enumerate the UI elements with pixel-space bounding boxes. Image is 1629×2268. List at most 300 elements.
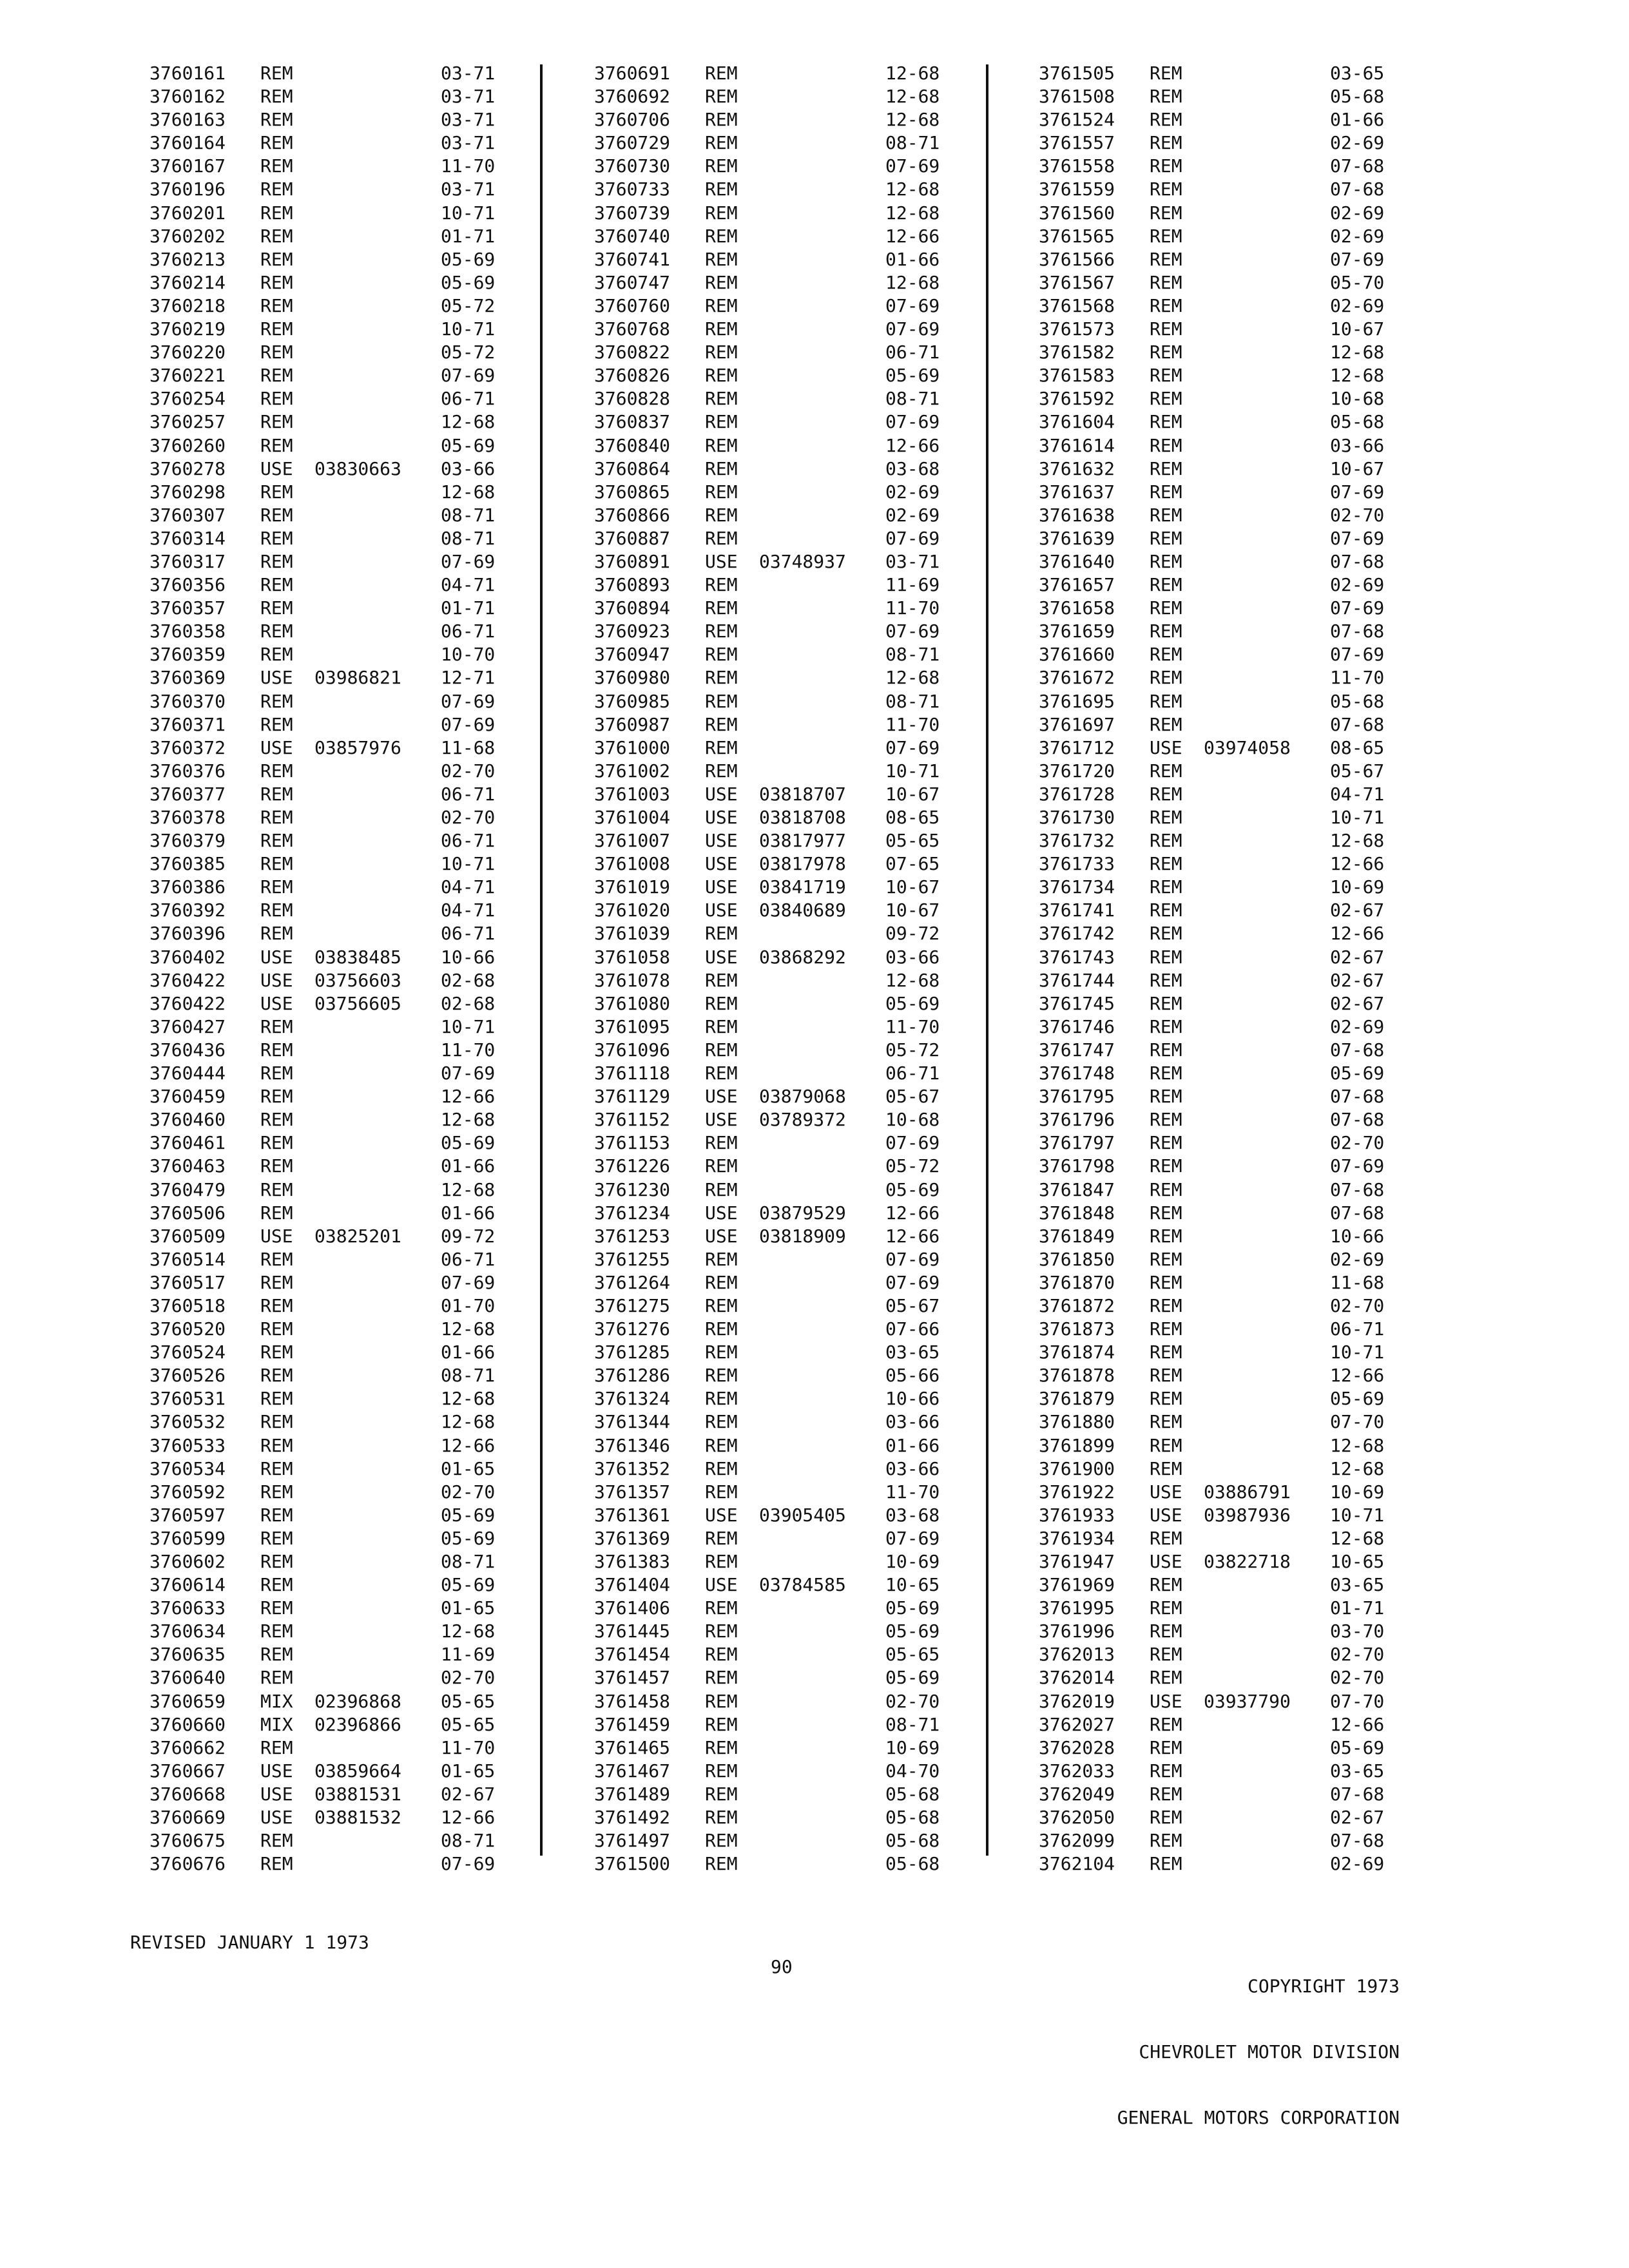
effective-date: 12-68 <box>441 1109 496 1131</box>
disposition-code: REM <box>705 620 738 642</box>
part-row <box>149 1736 510 1760</box>
effective-date: 05-65 <box>441 1690 496 1712</box>
part-number: 3761230 <box>594 1178 671 1200</box>
part-row <box>149 155 510 178</box>
disposition-code: REM <box>705 1365 738 1387</box>
effective-date: 11-70 <box>441 1736 496 1758</box>
part-row <box>1039 620 1400 643</box>
disposition-code: REM <box>1150 481 1182 503</box>
part-number: 3761746 <box>1039 1015 1115 1037</box>
effective-date: 10-70 <box>441 644 496 666</box>
part-row <box>1039 248 1400 271</box>
disposition-code: REM <box>260 248 293 270</box>
disposition-code: REM <box>1150 1341 1182 1363</box>
effective-date: 06-71 <box>885 1062 940 1084</box>
part-number: 3761567 <box>1039 271 1115 293</box>
disposition-code: REM <box>260 1086 293 1108</box>
part-row <box>1039 1690 1400 1713</box>
part-row <box>1039 1294 1400 1318</box>
part-number: 3760526 <box>149 1365 226 1387</box>
part-row <box>149 783 510 806</box>
part-row <box>149 318 510 341</box>
part-number: 3760730 <box>594 155 671 177</box>
effective-date: 02-69 <box>1330 225 1385 247</box>
disposition-code: REM <box>1150 411 1182 433</box>
part-row <box>1039 1387 1400 1410</box>
part-number: 3760257 <box>149 411 226 433</box>
part-number: 3761922 <box>1039 1481 1115 1503</box>
disposition-code: USE <box>705 807 738 828</box>
disposition-code: REM <box>1150 86 1182 108</box>
disposition-code: REM <box>1150 271 1182 293</box>
part-number: 3761657 <box>1039 574 1115 596</box>
effective-date: 12-71 <box>441 667 496 689</box>
effective-date: 02-69 <box>885 504 940 526</box>
part-number: 3761847 <box>1039 1178 1115 1200</box>
part-number: 3762050 <box>1039 1807 1115 1829</box>
part-row <box>1039 271 1400 294</box>
effective-date: 02-69 <box>1330 574 1385 596</box>
part-row <box>1039 992 1400 1015</box>
effective-date: 11-70 <box>441 155 496 177</box>
disposition-code: REM <box>260 225 293 247</box>
part-number: 3760459 <box>149 1086 226 1108</box>
effective-date: 08-71 <box>441 1365 496 1387</box>
part-number: 3760220 <box>149 341 226 363</box>
disposition-code: REM <box>260 1411 293 1433</box>
part-number: 3762099 <box>1039 1830 1115 1852</box>
disposition-code: USE <box>705 1109 738 1131</box>
effective-date: 07-69 <box>885 620 940 642</box>
effective-date: 08-71 <box>441 527 496 549</box>
part-row <box>594 457 955 481</box>
effective-date: 07-68 <box>1330 178 1385 200</box>
replacement-number: 03748937 <box>759 550 846 572</box>
effective-date: 05-65 <box>885 1644 940 1666</box>
effective-date: 02-69 <box>1330 1248 1385 1270</box>
disposition-code: REM <box>1150 1202 1182 1224</box>
replacement-number: 03881531 <box>314 1783 401 1805</box>
effective-date: 01-65 <box>441 1760 496 1782</box>
effective-date: 07-69 <box>885 1248 940 1270</box>
part-number: 3761747 <box>1039 1039 1115 1061</box>
part-number: 3760865 <box>594 481 671 503</box>
part-number: 3761383 <box>594 1551 671 1572</box>
part-row <box>1039 829 1400 852</box>
effective-date: 05-69 <box>885 1178 940 1200</box>
parts-column-3 <box>1039 62 1400 1876</box>
effective-date: 02-68 <box>441 969 496 991</box>
part-number: 3760660 <box>149 1713 226 1735</box>
effective-date: 06-71 <box>441 830 496 852</box>
part-row <box>149 1294 510 1318</box>
part-number: 3760370 <box>149 690 226 712</box>
part-number: 3761672 <box>1039 667 1115 689</box>
effective-date: 05-68 <box>1330 86 1385 108</box>
effective-date: 06-71 <box>441 1248 496 1270</box>
disposition-code: REM <box>705 923 738 945</box>
disposition-code: REM <box>705 1783 738 1805</box>
part-row <box>149 1643 510 1666</box>
disposition-code: REM <box>705 1620 738 1642</box>
disposition-code: REM <box>705 1597 738 1619</box>
effective-date: 05-66 <box>885 1365 940 1387</box>
effective-date: 05-69 <box>1330 1062 1385 1084</box>
part-number: 3761744 <box>1039 969 1115 991</box>
disposition-code: REM <box>1150 899 1182 921</box>
part-row <box>594 178 955 201</box>
disposition-code: REM <box>260 504 293 526</box>
effective-date: 10-66 <box>1330 1225 1385 1247</box>
replacement-number: 03838485 <box>314 946 401 968</box>
part-row <box>149 1806 510 1829</box>
effective-date: 07-69 <box>441 1062 496 1084</box>
disposition-code: REM <box>705 1527 738 1549</box>
replacement-number: 03784585 <box>759 1574 846 1596</box>
part-number: 3761797 <box>1039 1132 1115 1154</box>
disposition-code: REM <box>705 388 738 410</box>
disposition-code: REM <box>1150 923 1182 945</box>
disposition-code: REM <box>260 132 293 154</box>
disposition-code: REM <box>260 760 293 782</box>
part-number: 3760422 <box>149 992 226 1014</box>
part-number: 3760386 <box>149 876 226 898</box>
part-number: 3760509 <box>149 1225 226 1247</box>
disposition-code: REM <box>705 155 738 177</box>
part-row <box>594 294 955 318</box>
part-number: 3761658 <box>1039 597 1115 619</box>
part-row <box>594 1271 955 1294</box>
part-row <box>594 202 955 225</box>
effective-date: 02-67 <box>1330 899 1385 921</box>
disposition-code: USE <box>260 969 293 991</box>
disposition-code: REM <box>260 1434 293 1456</box>
part-row <box>149 108 510 131</box>
part-row <box>1039 341 1400 364</box>
part-number: 3760436 <box>149 1039 226 1061</box>
part-number: 3760635 <box>149 1644 226 1666</box>
part-number: 3760531 <box>149 1388 226 1410</box>
effective-date: 07-69 <box>885 1132 940 1154</box>
part-number: 3761870 <box>1039 1271 1115 1293</box>
part-row <box>594 1481 955 1504</box>
disposition-code: REM <box>260 620 293 642</box>
part-number: 3760377 <box>149 783 226 805</box>
part-number: 3760196 <box>149 178 226 200</box>
effective-date: 01-66 <box>441 1341 496 1363</box>
part-row <box>149 1829 510 1852</box>
part-row <box>149 434 510 457</box>
effective-date: 12-66 <box>1330 1713 1385 1735</box>
part-number: 3761573 <box>1039 318 1115 340</box>
part-number: 3760213 <box>149 248 226 270</box>
disposition-code: REM <box>705 86 738 108</box>
part-number: 3760254 <box>149 388 226 410</box>
effective-date: 07-69 <box>441 1853 496 1875</box>
part-row <box>1039 1271 1400 1294</box>
part-number: 3761003 <box>594 783 671 805</box>
effective-date: 05-72 <box>441 294 496 316</box>
part-row <box>594 806 955 829</box>
part-number: 3760278 <box>149 457 226 479</box>
disposition-code: REM <box>260 690 293 712</box>
part-row <box>594 690 955 713</box>
part-row <box>594 1131 955 1155</box>
part-row <box>149 1364 510 1387</box>
effective-date: 07-65 <box>885 853 940 875</box>
part-number: 3760379 <box>149 830 226 852</box>
disposition-code: REM <box>260 527 293 549</box>
effective-date: 07-68 <box>1330 1202 1385 1224</box>
disposition-code: REM <box>705 1388 738 1410</box>
part-row <box>594 248 955 271</box>
disposition-code: REM <box>260 1527 293 1549</box>
replacement-number: 03818707 <box>759 783 846 805</box>
effective-date: 12-66 <box>885 225 940 247</box>
effective-date: 10-71 <box>1330 1504 1385 1526</box>
part-number: 3761745 <box>1039 992 1115 1014</box>
part-row <box>1039 666 1400 689</box>
effective-date: 08-71 <box>885 690 940 712</box>
part-number: 3761730 <box>1039 807 1115 828</box>
disposition-code: REM <box>260 202 293 224</box>
part-row <box>1039 434 1400 457</box>
part-row <box>149 1039 510 1062</box>
effective-date: 02-70 <box>1330 504 1385 526</box>
replacement-number: 02396866 <box>314 1713 401 1735</box>
effective-date: 10-66 <box>441 946 496 968</box>
part-row <box>1039 1829 1400 1852</box>
disposition-code: REM <box>1150 1667 1182 1689</box>
effective-date: 07-69 <box>441 1271 496 1293</box>
part-number: 3761878 <box>1039 1365 1115 1387</box>
effective-date: 04-71 <box>441 876 496 898</box>
part-row <box>594 1225 955 1248</box>
disposition-code: REM <box>1150 1783 1182 1805</box>
effective-date: 10-71 <box>441 1015 496 1037</box>
part-number: 3760372 <box>149 736 226 758</box>
part-row <box>149 1527 510 1550</box>
effective-date: 05-69 <box>885 365 940 387</box>
part-row <box>149 550 510 573</box>
part-number: 3761712 <box>1039 736 1115 758</box>
part-row <box>149 1597 510 1620</box>
part-row <box>149 1713 510 1736</box>
disposition-code: REM <box>1150 527 1182 549</box>
effective-date: 11-70 <box>885 597 940 619</box>
effective-date: 12-68 <box>441 1318 496 1340</box>
effective-date: 07-69 <box>1330 644 1385 666</box>
effective-date: 11-70 <box>1330 667 1385 689</box>
part-number: 3761720 <box>1039 760 1115 782</box>
part-row <box>594 481 955 504</box>
effective-date: 01-65 <box>441 1457 496 1479</box>
part-row <box>149 271 510 294</box>
part-number: 3760739 <box>594 202 671 224</box>
disposition-code: REM <box>705 760 738 782</box>
replacement-number: 03822718 <box>1204 1551 1291 1572</box>
part-row <box>1039 783 1400 806</box>
effective-date: 07-68 <box>1330 1109 1385 1131</box>
part-number: 3761276 <box>594 1318 671 1340</box>
disposition-code: REM <box>260 1155 293 1177</box>
parts-column-1 <box>149 62 510 1876</box>
part-row <box>594 573 955 597</box>
disposition-code: REM <box>260 1574 293 1596</box>
part-number: 3760676 <box>149 1853 226 1875</box>
part-number: 3762104 <box>1039 1853 1115 1875</box>
effective-date: 05-69 <box>441 434 496 456</box>
disposition-code: REM <box>260 1667 293 1689</box>
effective-date: 12-68 <box>441 1411 496 1433</box>
part-number: 3760985 <box>594 690 671 712</box>
part-row <box>1039 155 1400 178</box>
part-number: 3762028 <box>1039 1736 1115 1758</box>
part-number: 3761467 <box>594 1760 671 1782</box>
disposition-code: REM <box>705 1690 738 1712</box>
effective-date: 12-68 <box>885 202 940 224</box>
part-row <box>149 946 510 969</box>
part-row <box>149 713 510 736</box>
part-number: 3761873 <box>1039 1318 1115 1340</box>
effective-date: 10-69 <box>885 1736 940 1758</box>
part-row <box>1039 202 1400 225</box>
part-number: 3760668 <box>149 1783 226 1805</box>
part-row <box>1039 969 1400 992</box>
disposition-code: REM <box>260 1271 293 1293</box>
replacement-number: 03817977 <box>759 830 846 852</box>
part-row <box>1039 1085 1400 1108</box>
part-row <box>594 829 955 852</box>
disposition-code: REM <box>705 1294 738 1316</box>
part-number: 3760479 <box>149 1178 226 1200</box>
part-number: 3761275 <box>594 1294 671 1316</box>
disposition-code: REM <box>260 1644 293 1666</box>
disposition-code: MIX <box>260 1690 293 1712</box>
effective-date: 07-69 <box>1330 527 1385 549</box>
effective-date: 10-68 <box>1330 388 1385 410</box>
effective-date: 04-70 <box>885 1760 940 1782</box>
part-number: 3760201 <box>149 202 226 224</box>
replacement-number: 03817978 <box>759 853 846 875</box>
disposition-code: REM <box>1150 365 1182 387</box>
part-number: 3760163 <box>149 109 226 131</box>
part-number: 3760524 <box>149 1341 226 1363</box>
disposition-code: USE <box>260 992 293 1014</box>
disposition-code: REM <box>1150 1225 1182 1247</box>
part-number: 3760534 <box>149 1457 226 1479</box>
part-row <box>1039 131 1400 155</box>
part-number: 3761879 <box>1039 1388 1115 1410</box>
disposition-code: REM <box>705 248 738 270</box>
part-row <box>1039 1225 1400 1248</box>
disposition-code: REM <box>705 457 738 479</box>
disposition-code: REM <box>260 294 293 316</box>
effective-date: 07-69 <box>441 365 496 387</box>
part-number: 3760392 <box>149 899 226 921</box>
part-number: 3760733 <box>594 178 671 200</box>
disposition-code: REM <box>1150 644 1182 666</box>
part-number: 3760822 <box>594 341 671 363</box>
effective-date: 05-69 <box>441 1132 496 1154</box>
effective-date: 02-70 <box>441 1667 496 1689</box>
part-number: 3760520 <box>149 1318 226 1340</box>
part-row <box>149 992 510 1015</box>
disposition-code: REM <box>260 365 293 387</box>
part-number: 3761264 <box>594 1271 671 1293</box>
disposition-code: REM <box>1150 132 1182 154</box>
effective-date: 10-69 <box>885 1551 940 1572</box>
effective-date: 05-68 <box>885 1830 940 1852</box>
part-number: 3761695 <box>1039 690 1115 712</box>
disposition-code: REM <box>1150 1039 1182 1061</box>
part-row <box>1039 481 1400 504</box>
part-number: 3760533 <box>149 1434 226 1456</box>
effective-date: 03-71 <box>441 86 496 108</box>
effective-date: 10-71 <box>1330 807 1385 828</box>
part-row <box>149 1131 510 1155</box>
effective-date: 05-69 <box>1330 1388 1385 1410</box>
effective-date: 12-68 <box>885 667 940 689</box>
part-row <box>1039 1550 1400 1573</box>
effective-date: 05-72 <box>885 1155 940 1177</box>
disposition-code: REM <box>1150 202 1182 224</box>
part-number: 3760987 <box>594 713 671 735</box>
part-number: 3762049 <box>1039 1783 1115 1805</box>
disposition-code: REM <box>705 1736 738 1758</box>
part-row <box>149 969 510 992</box>
part-row <box>594 1760 955 1783</box>
disposition-code: REM <box>260 807 293 828</box>
disposition-code: REM <box>1150 807 1182 828</box>
part-number: 3761565 <box>1039 225 1115 247</box>
effective-date: 10-69 <box>1330 1481 1385 1503</box>
part-row <box>1039 1760 1400 1783</box>
disposition-code: REM <box>1150 1015 1182 1037</box>
part-number: 3761796 <box>1039 1109 1115 1131</box>
effective-date: 06-71 <box>441 620 496 642</box>
effective-date: 07-68 <box>1330 1783 1385 1805</box>
part-number: 3761995 <box>1039 1597 1115 1619</box>
effective-date: 12-68 <box>885 178 940 200</box>
disposition-code: REM <box>1150 760 1182 782</box>
disposition-code: REM <box>1150 1109 1182 1131</box>
part-number: 3761900 <box>1039 1457 1115 1479</box>
effective-date: 08-71 <box>885 132 940 154</box>
disposition-code: REM <box>705 434 738 456</box>
part-number: 3762013 <box>1039 1644 1115 1666</box>
effective-date: 07-69 <box>1330 481 1385 503</box>
part-number: 3760659 <box>149 1690 226 1712</box>
disposition-code: MIX <box>260 1713 293 1735</box>
effective-date: 02-67 <box>1330 969 1385 991</box>
part-number: 3761557 <box>1039 132 1115 154</box>
disposition-code: REM <box>1150 1830 1182 1852</box>
disposition-code: REM <box>1150 1760 1182 1782</box>
disposition-code: REM <box>705 109 738 131</box>
part-row <box>594 1806 955 1829</box>
disposition-code: USE <box>705 946 738 968</box>
disposition-code: REM <box>260 1597 293 1619</box>
disposition-code: REM <box>705 1039 738 1061</box>
effective-date: 08-71 <box>885 644 940 666</box>
disposition-code: REM <box>260 388 293 410</box>
disposition-code: REM <box>260 713 293 735</box>
part-row <box>594 1527 955 1550</box>
disposition-code: REM <box>705 1760 738 1782</box>
part-row <box>1039 1736 1400 1760</box>
part-row <box>149 666 510 689</box>
